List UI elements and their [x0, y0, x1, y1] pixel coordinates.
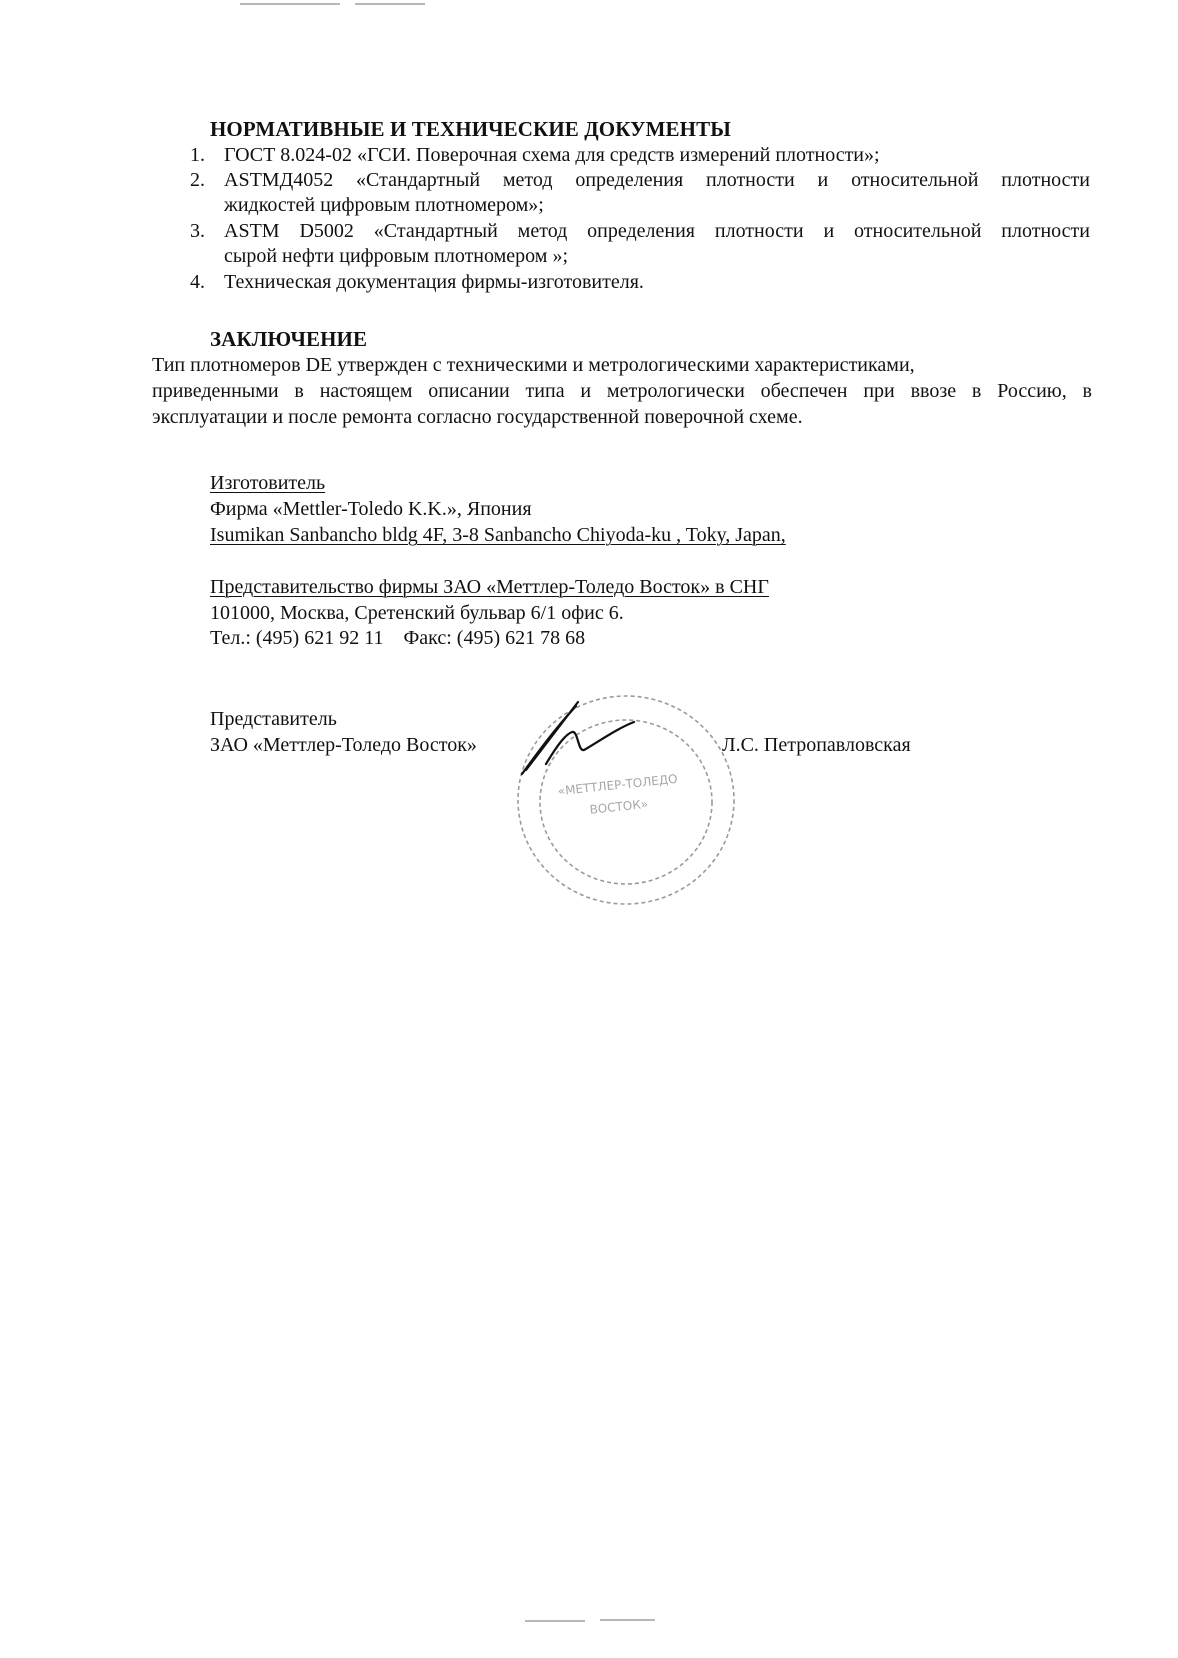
list-item-number: 4. — [190, 271, 205, 293]
conclusion-paragraph-line: эксплуатации и после ремонта согласно государственной поверочной схеме. — [152, 406, 803, 428]
list-item-number: 1. — [190, 144, 205, 166]
signature-organization: ЗАО «Меттлер-Толедо Восток» — [210, 734, 477, 756]
signatory-name: Л.С. Петропавловская — [722, 734, 911, 756]
scan-artifact-top — [355, 3, 356, 5]
list-item-text: ASTM D5002 «Стандартный метод определения плотности и относительной плотности — [224, 220, 1090, 242]
representative-office-address: 101000, Москва, Сретенский бульвар 6/1 офис 6. — [210, 602, 624, 624]
list-item-text-continued: жидкостей цифровым плотномером»; — [224, 194, 544, 216]
conclusion-heading: ЗАКЛЮЧЕНИЕ — [210, 327, 368, 351]
manufacturer-company: Фирма «Mettler-Toledo K.K.», Япония — [210, 498, 532, 520]
list-item-text: ГОСТ 8.024-02 «ГСИ. Поверочная схема для средств измерений плотности»; — [224, 144, 880, 166]
company-stamp-icon — [508, 682, 748, 922]
scan-artifact-top — [355, 3, 425, 5]
list-item-number: 3. — [190, 220, 205, 242]
manufacturer-label: Изготовитель — [210, 472, 326, 494]
representative-office-label: Представительство фирмы ЗАО «Меттлер-Толедо Восток» в СНГ — [210, 576, 769, 598]
scan-artifact-top — [240, 3, 340, 5]
scan-artifact-bottom — [525, 1620, 585, 1622]
signature-role: Представитель — [210, 708, 337, 730]
scan-artifact-bottom — [600, 1619, 655, 1621]
conclusion-paragraph-line: Тип плотномеров DE утвержден с техническими и метрологическими характеристиками, — [152, 354, 915, 376]
normative-heading: НОРМАТИВНЫЕ И ТЕХНИЧЕСКИЕ ДОКУМЕНТЫ — [210, 117, 731, 141]
list-item-text: ASTMД4052 «Стандартный метод определения плотности и относительной плотности — [224, 169, 1090, 191]
list-item-number: 2. — [190, 169, 205, 191]
stamp-text: ВОСТОК» — [588, 796, 649, 817]
list-item-text-continued: сырой нефти цифровым плотномером »; — [224, 245, 568, 267]
list-item-text: Техническая документация фирмы-изготовителя. — [224, 271, 644, 293]
manufacturer-address: Isumikan Sanbancho bldg 4F, 3-8 Sanbancho Chiyoda-ku , Toky, Japan, — [210, 524, 786, 546]
representative-office-phone: Тел.: (495) 621 92 11 Факс: (495) 621 78 68 — [210, 627, 586, 649]
conclusion-paragraph-line: приведенными в настоящем описании типа и метрологически обеспечен при ввозе в Россию, в — [152, 380, 1092, 402]
stamp-text: «МЕТТЛЕР-ТОЛЕДО — [557, 771, 679, 799]
